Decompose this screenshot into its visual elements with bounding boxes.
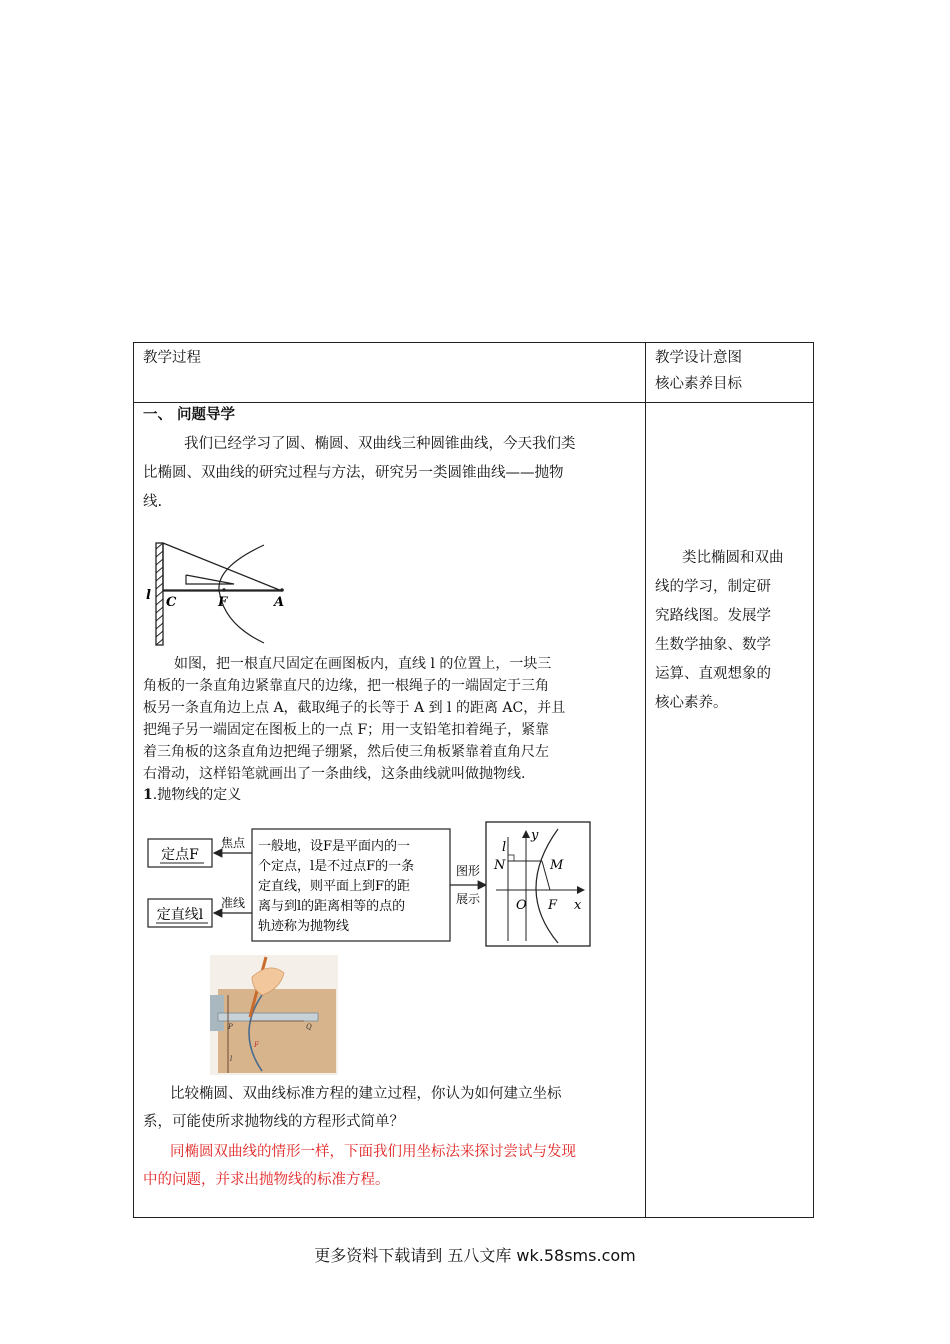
fig-label-l: l	[146, 588, 151, 603]
directrix-box-label: 定直线l	[156, 907, 204, 923]
drawing-board	[218, 989, 336, 1073]
definition-line-4: 离与到l的距离相等的点的	[258, 899, 406, 914]
para2-line-1: 如图，把一根直尺固定在画图板内，直线 l 的位置上，一块三	[174, 656, 552, 672]
sidebar-line-4: 生数学抽象、数学	[655, 637, 771, 653]
sidebar-line-1: 类比椭圆和双曲	[682, 550, 784, 566]
definition-line-1: 一般地，设F是平面内的一	[258, 839, 411, 854]
para2-line-4: 把绳子另一端固定在图板上的一点 F；用一支铅笔扣着绳子，紧靠	[143, 722, 550, 738]
definition-line-2: 个定点，l是不过点F的一条	[258, 859, 415, 874]
graph-label-o: O	[516, 898, 527, 913]
question-line-2: 系，可能使所求抛物线的方程形式简单？	[143, 1114, 404, 1130]
sidebar-line-3: 究路线图。发展学	[655, 608, 771, 624]
ruler-triangle-figure	[142, 539, 285, 651]
definition-line-3: 定直线，则平面上到F的距	[258, 879, 411, 894]
focus-box-label: 定点F	[161, 847, 199, 863]
graph-label-n: N	[494, 858, 506, 873]
lesson-table	[133, 342, 814, 1218]
sidebar-line-6: 核心素养。	[655, 695, 728, 711]
definition-line-5: 轨迹称为抛物线	[258, 919, 350, 934]
parabola-definition-diagram	[146, 817, 598, 947]
graph-label-y: y	[531, 828, 539, 843]
photo-label-p: P	[228, 1023, 233, 1031]
col1-header: 教学过程	[143, 350, 201, 366]
ruler-bar	[218, 1013, 318, 1021]
question-line-1: 比较椭圆、双曲线标准方程的建立过程，你认为如何建立坐标	[170, 1086, 562, 1102]
column-divider	[645, 343, 646, 1217]
graph-label-l: l	[502, 840, 507, 855]
graph-arrow-label-2: 展示	[455, 892, 481, 906]
triangle-hole	[186, 575, 234, 584]
photo-label-f: F	[254, 1041, 259, 1049]
fig-label-a: A	[274, 595, 285, 610]
definition-heading: 1.抛物线的定义	[143, 787, 242, 803]
parabola-curve	[219, 545, 264, 643]
header-divider	[134, 402, 813, 403]
col2-header-2: 核心素养目标	[655, 376, 742, 392]
col2-header-1: 教学设计意图	[655, 350, 742, 366]
para2-line-2: 角板的一条直角边紧靠直尺的边缘，把一根绳子的一端固定于三角	[143, 678, 549, 694]
fig-label-f: F	[218, 595, 228, 610]
focus-arrow-label: 焦点	[220, 836, 246, 850]
photo-label-l: l	[230, 1055, 233, 1063]
graph-label-f: F	[548, 898, 558, 913]
red-text-line-1: 同椭圆双曲线的情形一样，下面我们用坐标法来探讨尝试与发现	[170, 1144, 576, 1160]
intro-line-1: 我们已经学习了圆、椭圆、双曲线三种圆锥曲线，今天我们类	[184, 436, 576, 452]
photo-label-q: Q	[306, 1023, 312, 1031]
para2-line-6: 右滑动，这样铅笔就画出了一条曲线，这条曲线就叫做抛物线.	[143, 766, 526, 782]
para2-line-5: 着三角板的这条直角边把绳子绷紧，然后使三角板紧靠着直角尺左	[143, 744, 549, 760]
graph-label-m: M	[550, 858, 564, 873]
red-text-line-2: 中的问题，并求出抛物线的标准方程。	[143, 1172, 390, 1188]
intro-line-3: 线.	[143, 494, 163, 510]
directrix-arrow-label: 准线	[220, 896, 246, 910]
graph-arrow-label-1: 图形	[455, 864, 481, 878]
para2-line-3: 板另一条直角边上点 A，截取绳子的长等于 A 到 l 的距离 AC，并且	[143, 700, 566, 716]
fig-label-c: C	[166, 595, 177, 610]
intro-line-2: 比椭圆、双曲线的研究过程与方法，研究另一类圆锥曲线——抛物	[143, 465, 564, 481]
section-title: 一、 问题导学	[143, 406, 236, 423]
sidebar-line-2: 线的学习，制定研	[655, 579, 771, 595]
graph-label-x: x	[574, 898, 582, 913]
drawing-photo	[210, 955, 338, 1075]
sidebar-line-5: 运算、直观想象的	[655, 666, 771, 682]
footer-download-link[interactable]: 更多资料下载请到 五八文库 wk.58sms.com	[314, 1246, 636, 1265]
